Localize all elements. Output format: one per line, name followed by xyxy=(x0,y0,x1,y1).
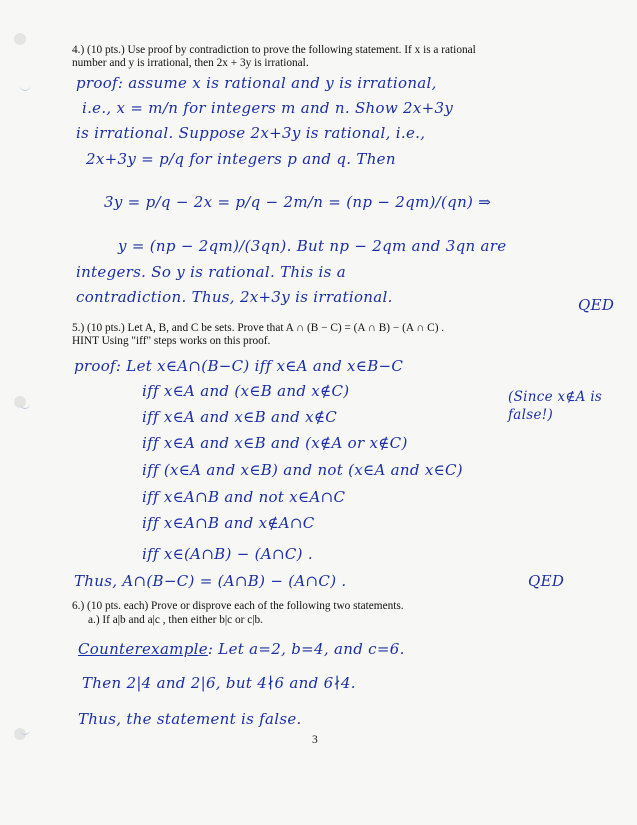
p5-proof-line: proof: Let x∈A∩(B−C) iff x∈A and x∈B−C xyxy=(74,357,404,375)
p4-proof-line: 2x+3y = p/q for integers p and q. Then xyxy=(86,150,396,168)
p5-proof-line: iff x∈A∩B and not x∈A∩C xyxy=(142,488,346,506)
problem-6a-statement: a.) If a|b and a|c , then either b|c or c|b. xyxy=(88,614,263,626)
p5-proof-line: Thus, A∩(B−C) = (A∩B) − (A∩C) . xyxy=(74,572,347,590)
p6-solution-line xyxy=(78,640,405,658)
margin-mark xyxy=(20,84,30,91)
p6-solution-line: Then 2|4 and 2|6, but 4∤6 and 6∤4. xyxy=(82,674,356,692)
p4-proof-line: contradiction. Thus, 2x+3y is irrational. xyxy=(76,288,393,306)
problem-6-statement: 6.) (10 pts. each) Prove or disprove each of the following two statements. xyxy=(72,600,404,612)
p6-solution-line: Thus, the statement is false. xyxy=(78,710,302,728)
p4-proof-line: y = (np − 2qm)/(3qn). But np − 2qm and 3qn are xyxy=(118,237,507,255)
counterexample-values: : Let a=2, b=4, and c=6. xyxy=(207,640,405,658)
p4-proof-line: is irrational. Suppose 2x+3y is rational, i.e., xyxy=(76,124,426,142)
p5-proof-line: iff x∈(A∩B) − (A∩C) . xyxy=(142,545,313,563)
counterexample-label: Counterexample xyxy=(78,640,208,658)
p5-proof-line: iff x∈A and x∈B and (x∉A or x∉C) xyxy=(142,434,408,452)
page-number: 3 xyxy=(312,734,318,746)
p5-proof-line: iff x∈A and x∈B and x∉C xyxy=(142,408,338,426)
p5-proof-line: iff (x∈A and x∈B) and not (x∈A and x∈C) xyxy=(142,461,463,479)
margin-mark xyxy=(20,402,30,409)
p5-proof-line: iff x∈A∩B and x∉A∩C xyxy=(142,514,315,532)
p5-proof-line: iff x∈A and (x∈B and x∉C) xyxy=(142,382,350,400)
p5-side-note: (Since x∉A is false!) xyxy=(508,389,603,423)
problem-4-statement: 4.) (10 pts.) Use proof by contradiction to prove the following statement. If x is a rational xyxy=(72,44,476,56)
p4-proof-line: 3y = p/q − 2x = p/q − 2m/n = (np − 2qm)/(qn) ⇒ xyxy=(104,193,492,211)
p4-proof-line: proof: assume x is rational and y is irrational, xyxy=(76,74,437,92)
punch-hole xyxy=(14,33,26,45)
p5-qed: QED xyxy=(528,572,565,590)
p4-proof-line: i.e., x = m/n for integers m and n. Show 2x+3y xyxy=(82,99,454,117)
margin-mark xyxy=(20,728,30,735)
problem-5-statement-cont: HINT Using "iff" steps works on this proof. xyxy=(72,335,271,347)
problem-4-statement-cont: number and y is irrational, then 2x + 3y is irrational. xyxy=(72,57,309,69)
problem-5-statement: 5.) (10 pts.) Let A, B, and C be sets. Prove that A ∩ (B − C) = (A ∩ B) − (A ∩ C) . xyxy=(72,322,445,334)
p4-qed: QED xyxy=(578,296,615,314)
p4-proof-line: integers. So y is rational. This is a xyxy=(76,263,346,281)
